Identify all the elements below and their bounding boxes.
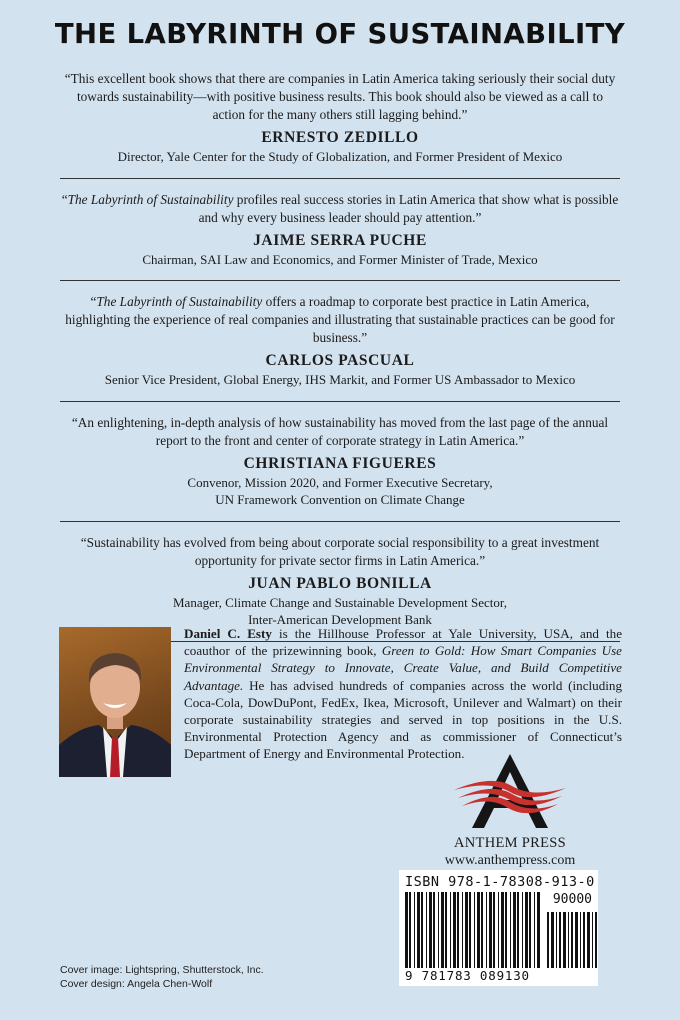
cover-design-credit: Cover design: Angela Chen-Wolf (60, 978, 213, 990)
endorsement (60, 534, 620, 635)
publisher-url: www.anthempress.com (444, 853, 576, 868)
price-code: 90000 (552, 892, 592, 907)
barcode-bar (426, 892, 427, 968)
barcode-bar (571, 912, 573, 968)
endorsement-role: Convenor, Mission 2020, and Former Executive Secretary, (187, 474, 493, 490)
barcode-bar (505, 892, 507, 968)
barcode-bar (486, 892, 487, 968)
barcode-bar (534, 892, 535, 968)
barcode-bar (522, 892, 523, 968)
author-name: Daniel C. Esty (184, 626, 272, 641)
endorsement-role: Director, Yale Center for the Study of Globalization, and Former President of Mexico (117, 149, 563, 164)
book-title: Green to Gold: How Smart Companies Use Environmental Strategy to Innovate, Create Value, and Build Competitive Advantage. (184, 643, 622, 693)
barcode-bar (587, 912, 590, 968)
barcode-bar (501, 892, 504, 968)
barcode-bar (575, 912, 578, 968)
quote-text: offers a roadmap to corporate best practice in Latin America, highlighting the experience of real companies and illustrating that sustainable practices can be good for business.” (65, 294, 615, 345)
barcode-bar (580, 912, 581, 968)
anthem-press-logo-icon (450, 750, 570, 830)
endorsement-author: JUAN PABLO BONILLA (248, 574, 432, 592)
endorsement-quote: “The Labyrinth of Sustainability profiles real success stories in Latin America that show what is possible and why every business leader should pay attention.” (61, 191, 619, 225)
endorsement-role: Manager, Climate Change and Sustainable Development Sector, (173, 594, 507, 610)
endorsement-role: Senior Vice President, Global Energy, IHS Markit, and Former US Ambassador to Mexico (104, 372, 576, 387)
isbn-label: ISBN 978-1-78308-913-0 (405, 874, 595, 890)
barcode-bar (547, 912, 549, 968)
book-title-italic: The Labyrinth of Sustainability (67, 191, 234, 207)
barcode-bar (429, 892, 432, 968)
barcode-bar (457, 892, 459, 968)
isbn-barcode (399, 870, 598, 986)
barcode-bar (537, 892, 540, 968)
barcode-bar (481, 892, 483, 968)
barcode-bar (450, 892, 451, 968)
barcode-bar (559, 912, 561, 968)
barcode-bar (405, 892, 408, 968)
divider (60, 280, 620, 281)
publisher-name: ANTHEM PRESS (454, 835, 566, 851)
barcode-bar (551, 912, 554, 968)
barcode-bar (510, 892, 511, 968)
endorsement-quote: “The Labyrinth of Sustainability offers a roadmap to corporate best practice in Latin America, highlighting the experience of real companies and illustrating that sustainable practices can be good for business.” (65, 294, 615, 345)
barcode-bar (421, 892, 423, 968)
barcode-bar (445, 892, 447, 968)
divider (60, 401, 620, 402)
endorsements (60, 70, 620, 654)
author-photo (59, 627, 171, 777)
barcode-bar (462, 892, 463, 968)
barcode-bar (414, 892, 415, 968)
endorsement-role: Chairman, SAI Law and Economics, and Former Minister of Trade, Mexico (142, 251, 538, 267)
barcode-bar (563, 912, 566, 968)
cover-image-credit: Cover image: Lightspring, Shutterstock, Inc. (60, 964, 264, 976)
endorsement-role-line2: UN Framework Convention on Climate Change (215, 492, 465, 507)
barcode-bar (525, 892, 528, 968)
endorsement (60, 70, 620, 172)
endorsement-role-line2: Inter-American Development Bank (248, 612, 432, 627)
barcode-bar (583, 912, 585, 968)
author-bio (184, 625, 622, 763)
cover-title: THE LABYRINTH OF SUSTAINABILITY (54, 18, 626, 50)
bio-text: He has advised hundreds of companies across the world (including Coca-Cola, DowDuPont, FedEx, Ikea, Microsoft, Unilever and Walmart) on their corporate sustainability strategies and served in top positions in the U.S. Environmental Protection Agency and as commissioner of Connecticut’s Department of Energy and Environmental Protection. (184, 677, 622, 762)
ean-digits: 9 781783 089130 (405, 968, 530, 983)
barcode-bar (465, 892, 468, 968)
endorsement (60, 414, 620, 515)
barcode-bar (441, 892, 444, 968)
endorsement-author: ERNESTO ZEDILLO (261, 129, 419, 146)
barcode-bar (556, 912, 557, 968)
barcode-bar (568, 912, 569, 968)
divider (60, 178, 620, 179)
book-title-italic: The Labyrinth of Sustainability (96, 294, 263, 309)
barcode-bar (595, 912, 597, 968)
quote-text: profiles real success stories in Latin America that show what is possible and why every business leader should pay attention.” (198, 191, 619, 225)
barcode-bar (489, 892, 492, 968)
barcode-bar (477, 892, 480, 968)
endorsement-author: CARLOS PASCUAL (265, 352, 415, 369)
barcode-bar (409, 892, 411, 968)
barcode-bar (513, 892, 516, 968)
endorsement-quote: “An enlightening, in-depth analysis of how sustainability has moved from the last page of the annual report to the front and center of corporate strategy in Latin America.” (71, 414, 609, 448)
barcode-bar (453, 892, 456, 968)
barcode-bar (529, 892, 531, 968)
barcode-bar (498, 892, 499, 968)
endorsement-quote: “Sustainability has evolved from being about corporate social responsibility to a great investment opportunity for private sector firms in Latin America.” (80, 534, 600, 568)
barcode-bar (438, 892, 439, 968)
bio-text: is the Hillhouse Professor at Yale University, USA, and the coauthor of the prizewinning book, (184, 626, 623, 659)
endorsement-quote: “This excellent book shows that there are companies in Latin America taking seriously their social duty towards sustainability—with positive business results. This book should also be viewed as a call to action for the many others still lagging behind.” (64, 71, 616, 122)
barcode-bar (417, 892, 420, 968)
cover-credits (60, 963, 264, 991)
endorsement (60, 191, 620, 275)
endorsement-author: JAIME SERRA PUCHE (253, 231, 427, 249)
barcode-bar (474, 892, 475, 968)
barcode-bar (517, 892, 519, 968)
publisher (410, 750, 610, 869)
barcode-bar (433, 892, 435, 968)
endorsement-author: CHRISTIANA FIGUERES (243, 454, 437, 472)
endorsement (60, 293, 620, 395)
author-portrait-illustration (59, 627, 171, 777)
divider (60, 521, 620, 522)
barcode-bar (592, 912, 593, 968)
barcode-bar (469, 892, 471, 968)
barcode-bar (493, 892, 495, 968)
